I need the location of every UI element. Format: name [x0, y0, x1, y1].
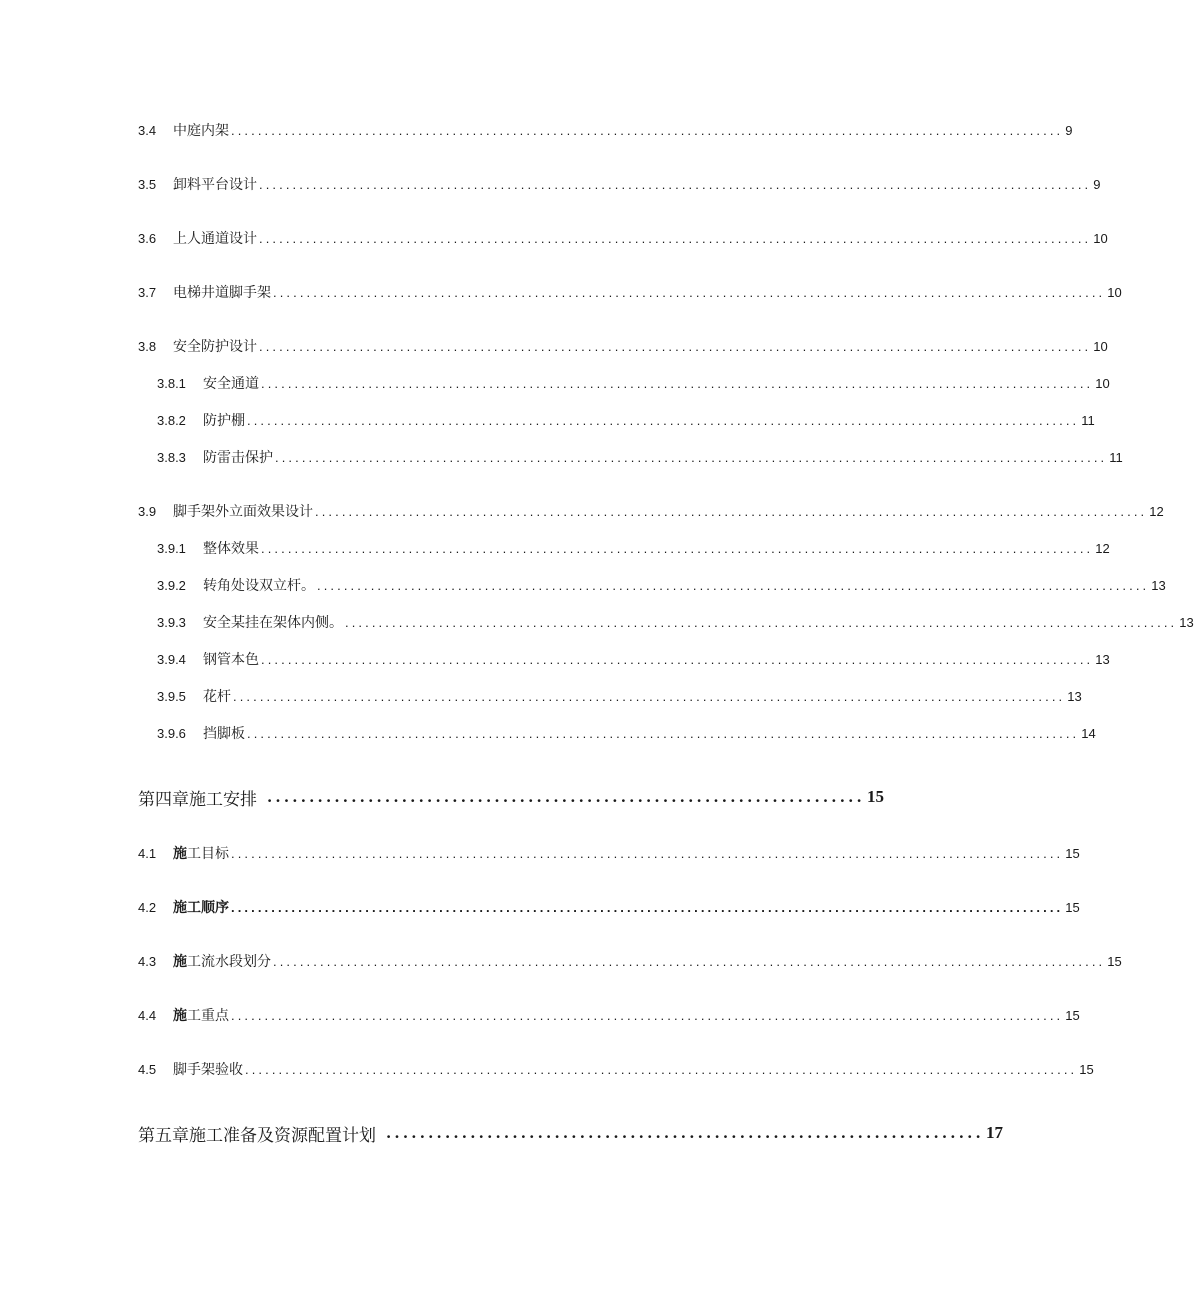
- dot-leader: ............................................................................................................................: [259, 338, 1092, 354]
- toc-title: 防护棚: [203, 413, 245, 429]
- toc-title: 安全某挂在架体内侧。: [203, 615, 343, 631]
- toc-page-number: 15: [1065, 1007, 1080, 1023]
- toc-entry[interactable]: [157, 683, 1082, 709]
- dot-leader: .......................................................................: [267, 788, 865, 806]
- toc-number: 3.9: [138, 503, 157, 519]
- toc-entry[interactable]: [138, 117, 1073, 143]
- chapter-title: 第五章施工准备及资源配置计划: [138, 1125, 376, 1146]
- toc-number: 3.9.2: [157, 577, 186, 593]
- dot-leader: ............................................................................................................................: [247, 412, 1080, 428]
- toc-title-rest: 工目标: [187, 846, 229, 862]
- toc-page-number: 12: [1095, 540, 1110, 556]
- toc-number: 3.8: [138, 338, 157, 354]
- dot-leader: ............................................................................................................................: [345, 614, 1178, 630]
- toc-entry[interactable]: [157, 720, 1096, 746]
- toc-title: 防雷击保护: [203, 450, 273, 466]
- chapter-page-number: 17: [985, 1123, 1003, 1142]
- toc-title: [173, 951, 271, 971]
- dot-leader: ............................................................................................................................: [261, 540, 1094, 556]
- toc-entry[interactable]: [138, 840, 1080, 866]
- toc-page-number: 12: [1149, 503, 1164, 519]
- toc-entry[interactable]: [138, 894, 1080, 920]
- toc-page-number: 11: [1081, 412, 1095, 428]
- toc-entry[interactable]: [157, 444, 1123, 470]
- toc-entry[interactable]: [138, 225, 1108, 251]
- toc-entry[interactable]: [138, 498, 1164, 524]
- toc-title: 卸料平台设计: [173, 177, 257, 193]
- toc-title: 脚手架验收: [173, 1062, 243, 1078]
- dot-leader: ............................................................................................................................: [317, 577, 1150, 593]
- toc-title: 中庭内架: [173, 123, 229, 139]
- toc-page-number: 15: [1107, 953, 1122, 969]
- toc-entry[interactable]: [138, 279, 1122, 305]
- toc-page-number: 10: [1093, 230, 1108, 246]
- toc-entry[interactable]: [138, 948, 1122, 974]
- toc-title-rest: 工流水段划分: [187, 954, 271, 970]
- toc-title-rest: 工重点: [187, 1008, 229, 1024]
- dot-leader: ............................................................................................................................: [231, 899, 1064, 915]
- toc-number: 4.1: [138, 845, 157, 861]
- toc-entry[interactable]: [157, 370, 1110, 396]
- toc-entry[interactable]: [138, 1002, 1080, 1028]
- toc-number: 3.9.6: [157, 725, 186, 741]
- toc-page-number: 13: [1067, 688, 1082, 704]
- dot-leader: ............................................................................................................................: [259, 230, 1092, 246]
- toc-page-number: 14: [1081, 725, 1096, 741]
- toc-number: 3.4: [138, 122, 157, 138]
- toc-page-number: 9: [1065, 122, 1073, 138]
- toc-entry[interactable]: [157, 572, 1166, 598]
- toc-entry[interactable]: [138, 333, 1108, 359]
- chapter-title: 第四章施工安排: [138, 789, 257, 810]
- dot-leader: ............................................................................................................................: [231, 845, 1064, 861]
- toc-title-bold: 施: [173, 954, 187, 970]
- dot-leader: ............................................................................................................................: [245, 1061, 1078, 1077]
- toc-entry[interactable]: [157, 535, 1110, 561]
- dot-leader: ............................................................................................................................: [315, 503, 1148, 519]
- toc-title: 挡脚板: [203, 726, 245, 742]
- toc-page-number: 11: [1109, 449, 1123, 465]
- toc-entry[interactable]: [138, 1056, 1094, 1082]
- toc-page-number: 10: [1093, 338, 1108, 354]
- dot-leader: ............................................................................................................................: [273, 953, 1106, 969]
- toc-title: 上人通道设计: [173, 231, 257, 247]
- toc-title: 安全通道: [203, 376, 259, 392]
- toc-number: 3.6: [138, 230, 157, 246]
- toc-number: 4.4: [138, 1007, 157, 1023]
- dot-leader: ............................................................................................................................: [259, 176, 1092, 192]
- toc-title: 整体效果: [203, 541, 259, 557]
- toc-page-number: 10: [1107, 284, 1122, 300]
- toc-title: 花杆: [203, 689, 231, 705]
- toc-number: 3.9.5: [157, 688, 186, 704]
- toc-number: 3.9.3: [157, 614, 186, 630]
- dot-leader: ............................................................................................................................: [231, 122, 1064, 138]
- toc-page-number: 15: [1079, 1061, 1094, 1077]
- toc-title: 安全防护设计: [173, 339, 257, 355]
- toc-entry[interactable]: [157, 609, 1194, 635]
- toc-number: 4.2: [138, 899, 157, 915]
- toc-number: 3.8.2: [157, 412, 186, 428]
- dot-leader: ............................................................................................................................: [233, 688, 1066, 704]
- toc-entry[interactable]: [138, 171, 1101, 197]
- toc-page-number: 15: [1065, 899, 1080, 915]
- toc-page-number: 13: [1151, 577, 1166, 593]
- toc-title: 电梯井道脚手架: [173, 285, 271, 301]
- toc-title: 钢管本色: [203, 652, 259, 668]
- chapter-page-number: 15: [866, 787, 884, 806]
- toc-title: 转角处设双立杆。: [203, 578, 315, 594]
- toc-page-number: 9: [1093, 176, 1101, 192]
- toc-number: 3.9.4: [157, 651, 186, 667]
- toc-number: 3.9.1: [157, 540, 186, 556]
- toc-title: [173, 1005, 229, 1025]
- dot-leader: ............................................................................................................................: [261, 651, 1094, 667]
- toc-number: 3.7: [138, 284, 157, 300]
- toc-page-number: 13: [1179, 614, 1194, 630]
- toc-title: 脚手架外立面效果设计: [173, 504, 313, 520]
- dot-leader: .......................................................................: [386, 1124, 984, 1142]
- dot-leader: ............................................................................................................................: [275, 449, 1108, 465]
- toc-number: 4.3: [138, 953, 157, 969]
- dot-leader: ............................................................................................................................: [261, 375, 1094, 391]
- toc-number: 3.8.1: [157, 375, 186, 391]
- toc-title-bold: 施工顺序: [173, 900, 229, 916]
- toc-entry[interactable]: [157, 407, 1095, 433]
- toc-title: [173, 843, 229, 863]
- dot-leader: ............................................................................................................................: [231, 1007, 1064, 1023]
- toc-page-number: 10: [1095, 375, 1110, 391]
- toc-number: 3.5: [138, 176, 157, 192]
- toc-number: 4.5: [138, 1061, 157, 1077]
- dot-leader: ............................................................................................................................: [273, 284, 1106, 300]
- toc-entry[interactable]: [157, 646, 1110, 672]
- toc-title: [173, 897, 229, 917]
- dot-leader: ............................................................................................................................: [247, 725, 1080, 741]
- toc-chapter-entry[interactable]: [138, 1118, 1003, 1148]
- toc-page-number: 13: [1095, 651, 1110, 667]
- toc-number: 3.8.3: [157, 449, 186, 465]
- toc-title-bold: 施: [173, 1008, 187, 1024]
- toc-title-bold: 施: [173, 846, 187, 862]
- toc-page-number: 15: [1065, 845, 1080, 861]
- toc-chapter-entry[interactable]: [138, 782, 884, 812]
